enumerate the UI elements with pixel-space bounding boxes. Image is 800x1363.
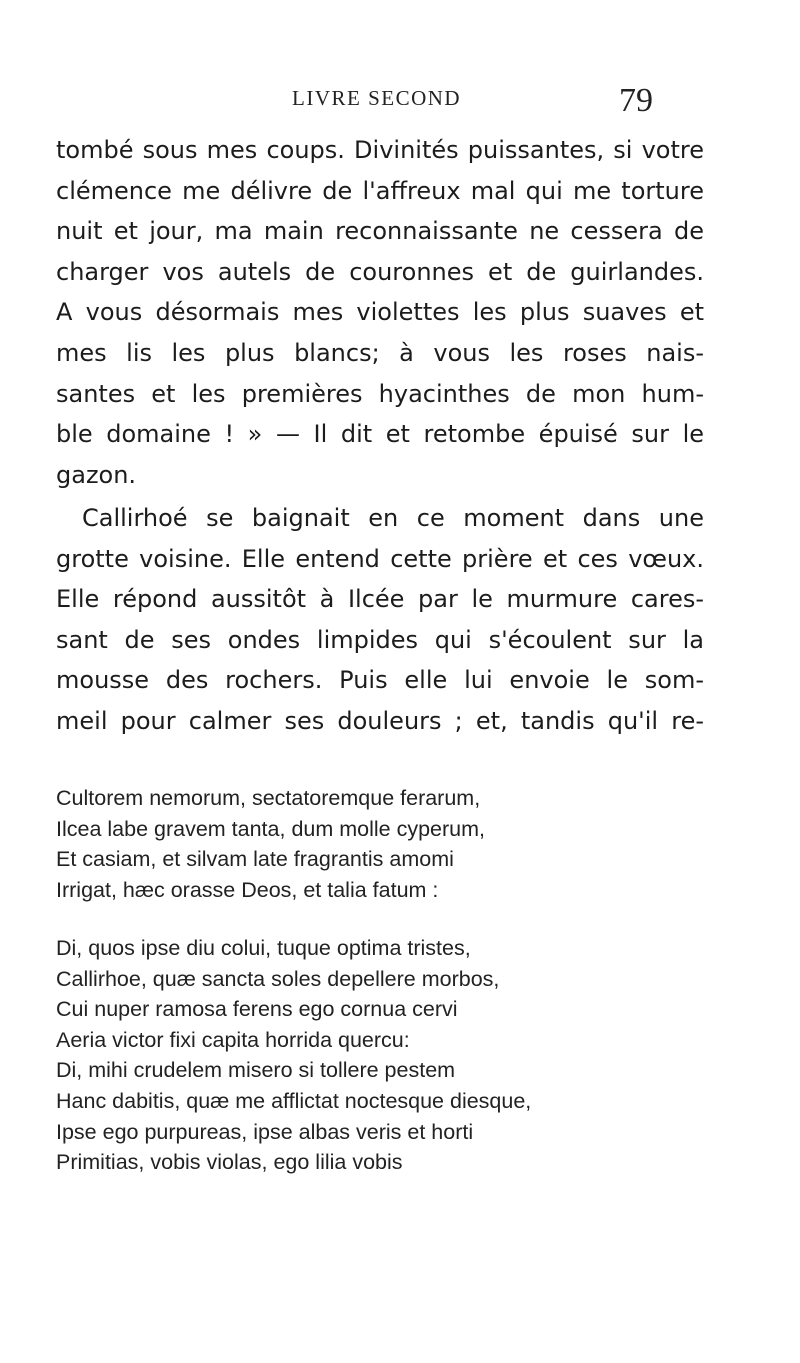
verse-line: Aeria victor fixi capita horrida quercu:	[56, 1027, 410, 1052]
running-title: LIVRE SECOND	[292, 86, 462, 110]
verse-line: Di, mihi crudelem misero si tollere pestem	[56, 1058, 456, 1083]
paragraph-2	[56, 498, 704, 742]
text-line: meil pour calmer ses douleurs ; et, tandis qu'il re-	[56, 706, 704, 735]
text-line: clémence me délivre de l'affreux mal qui me torture	[56, 176, 704, 205]
verse-stanza-2	[56, 933, 531, 1178]
text-line: Elle répond aussitôt à Ilcée par le murmure cares-	[56, 585, 704, 614]
verse-line: Cui nuper ramosa ferens ego cornua cervi	[56, 997, 458, 1022]
text-line: ble domaine ! » — Il dit et retombe épuisé sur le	[56, 420, 704, 449]
verse-line: Ipse ego purpureas, ipse albas veris et horti	[56, 1119, 474, 1144]
verse-line: Irrigat, hæc orasse Deos, et talia fatum :	[56, 877, 439, 902]
text-line: mousse des rochers. Puis elle lui envoie le som-	[56, 666, 704, 695]
page-number: 79	[619, 82, 653, 119]
text-line: santes et les premières hyacinthes de mon hum-	[56, 379, 704, 408]
paragraph-1	[56, 130, 704, 495]
text-line: mes lis les plus blancs; à vous les roses nais-	[56, 338, 704, 367]
text-line: charger vos autels de couronnes et de guirlandes.	[56, 257, 704, 286]
text-line: gazon.	[56, 460, 137, 489]
text-line: sant de ses ondes limpides qui s'écoulent sur la	[56, 625, 704, 654]
verse-stanza-1	[56, 783, 485, 905]
verse-line: Primitias, vobis violas, ego lilia vobis	[56, 1150, 403, 1175]
text-line: tombé sous mes coups. Divinités puissantes, si votre	[56, 136, 704, 164]
verse-line: Di, quos ipse diu colui, tuque optima tristes,	[56, 936, 471, 960]
verse-line: Callirhoe, quæ sancta soles depellere morbos,	[56, 966, 500, 991]
verse-line: Hanc dabitis, quæ me afflictat noctesque diesque,	[56, 1088, 532, 1113]
verse-line: Ilcea labe gravem tanta, dum molle cyperum,	[56, 816, 486, 841]
text-line: Callirhoé se baignait en ce moment dans une	[82, 504, 704, 532]
verse-line: Cultorem nemorum, sectatoremque ferarum,	[56, 786, 481, 810]
text-line: nuit et jour, ma main reconnaissante ne cessera de	[56, 217, 704, 246]
text-line: grotte voisine. Elle entend cette prière et ces vœux.	[56, 544, 704, 573]
text-line: A vous désormais mes violettes les plus suaves et	[56, 298, 704, 327]
verse-line: Et casiam, et silvam late fragrantis amomi	[56, 847, 454, 872]
